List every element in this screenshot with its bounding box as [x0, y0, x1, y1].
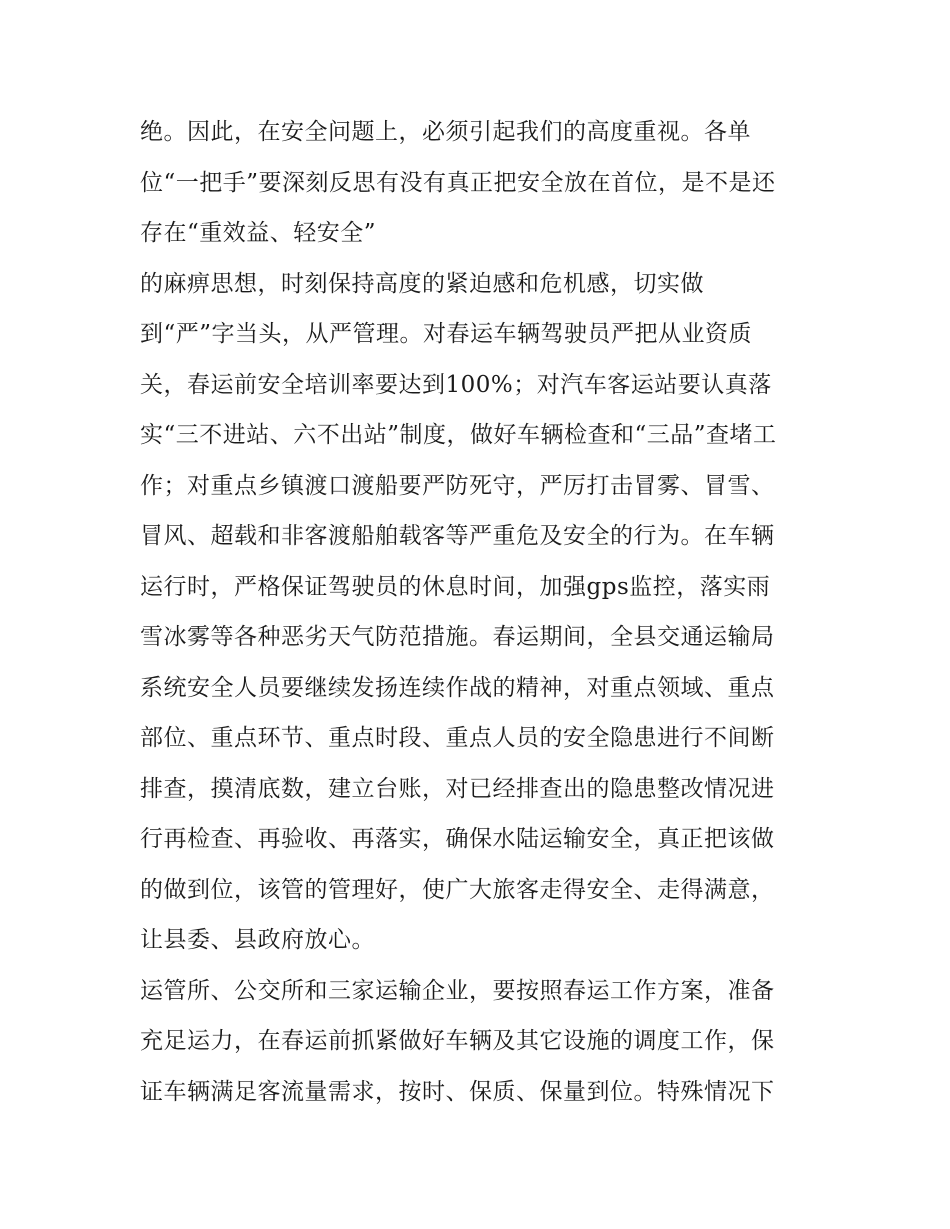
text-line: 证车辆满足客流量需求，按时、保质、保量到位。特殊情况下: [140, 1078, 775, 1105]
text-line: 行再检查、再验收、再落实，确保水陆运输安全，真正把该做: [140, 826, 775, 852]
text-line: 充足运力，在春运前抓紧做好车辆及其它设施的调度工作，保: [140, 1028, 775, 1054]
text-line: 位“一把手”要深刻反思有没有真正把安全放在首位，是不是还: [140, 169, 776, 196]
text-line: 的做到位，该管的管理好，使广大旅客走得安全、走得满意，: [140, 876, 775, 903]
text-line: 存在“重效益、轻安全”: [140, 220, 377, 246]
text-line: 系统安全人员要继续发扬连续作战的精神，对重点领域、重点: [140, 674, 775, 701]
text-line: 的麻痹思想，时刻保持高度的紧迫感和危机感，切实做: [140, 270, 704, 297]
text-line: 排查，摸清底数，建立台账，对已经排查出的隐患整改情况进: [140, 775, 775, 802]
text-line: 雪冰雾等各种恶劣天气防范措施。春运期间，全县交通运输局: [140, 624, 775, 650]
text-line: 部位、重点环节、重点时段、重点人员的安全隐患进行不间断: [140, 725, 775, 751]
text-line: 实“三不进站、六不出站”制度，做好车辆检查和“三品”查堵工: [140, 422, 777, 448]
text-line: 到“严”字当头，从严管理。对春运车辆驾驶员严把从业资质: [140, 321, 753, 347]
body-text: [140, 107, 830, 1117]
text-line: 关，春运前安全培训率要达到100%；对汽车客运站要认真落: [140, 371, 772, 398]
text-line: 冒风、超载和非客渡船舶载客等严重危及安全的行为。在车辆: [140, 523, 775, 549]
text-line: 运行时，严格保证驾驶员的休息时间，加强gps监控，落实雨: [140, 573, 771, 600]
text-line: 运管所、公交所和三家运输企业，要按照春运工作方案，准备: [140, 977, 775, 1004]
text-line: 让县委、县政府放心。: [140, 927, 375, 953]
text-line: 绝。因此，在安全问题上，必须引起我们的高度重视。各单: [140, 119, 751, 145]
text-line: 作；对重点乡镇渡口渡船要严防死守，严厉打击冒雾、冒雪、: [140, 472, 775, 499]
